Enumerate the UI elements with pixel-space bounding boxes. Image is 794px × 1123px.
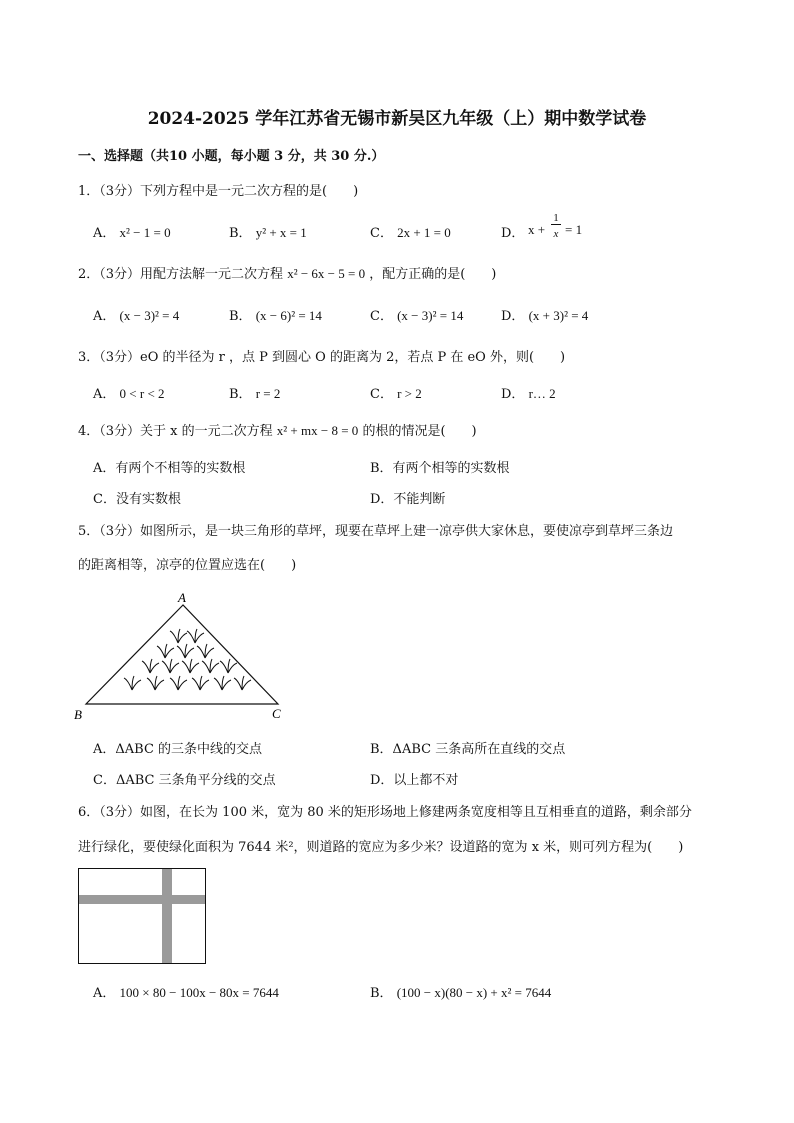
q5-option-d[interactable]: D．以上都不对	[370, 773, 459, 788]
q5-option-c[interactable]: C．ΔABC 三条角平分线的交点	[93, 773, 276, 788]
q3-option-b[interactable]	[229, 383, 280, 402]
vertex-label-a: A	[178, 590, 186, 605]
rectangle-roads-figure	[78, 868, 208, 966]
vertex-label-b: B	[74, 707, 82, 722]
q2-option-d-letter: D．	[501, 309, 525, 324]
question-1-stem: 1．（3分）下列方程中是一元二次方程的是( )	[78, 184, 359, 199]
q3-option-d-math: r… 2	[528, 386, 556, 401]
field-rectangle	[79, 869, 206, 964]
q3-option-c[interactable]	[370, 383, 422, 402]
question-3-stem: 3．（3分）eO 的半径为 r ，点 P 到圆心 O 的距离为 2，若点 P 在 eO 外，则( )	[78, 350, 566, 365]
q1-option-d-math-post: = 1	[565, 222, 583, 237]
q3-option-a[interactable]	[93, 383, 165, 402]
q2-option-a-letter: A．	[93, 309, 116, 324]
q6-option-a-letter: A．	[93, 986, 116, 1001]
q6-option-a[interactable]	[93, 982, 279, 1001]
q2-stem-pre: 2．（3分）用配方法解一元二次方程	[78, 267, 284, 282]
q1-option-c-math: 2x + 1 = 0	[397, 225, 451, 240]
q4-option-b[interactable]: B．有两个相等的实数根	[370, 461, 510, 476]
q5-option-a[interactable]: A．ΔABC 的三条中线的交点	[93, 742, 263, 757]
question-4-stem	[78, 420, 477, 439]
q1-option-d-fraction-denominator: x	[553, 228, 559, 240]
q6-option-b-math: (100 − x)(80 − x) + x² = 7644	[396, 985, 552, 1000]
q1-option-b-math: y² + x = 1	[255, 225, 307, 240]
q2-option-c-letter: C．	[370, 309, 393, 324]
q2-option-b-letter: B．	[229, 309, 252, 324]
question-5-stem-line2: 的距离相等，凉亭的位置应选在( )	[78, 558, 297, 573]
q2-stem-math: x² − 6x − 5 = 0	[287, 266, 366, 281]
q2-option-a[interactable]	[93, 305, 179, 324]
q4-stem-pre: 4．（3分）关于 x 的一元二次方程	[78, 424, 273, 439]
question-5-stem-line1: 5．（3分）如图所示，是一块三角形的草坪，现要在草坪上建一凉亭供大家休息，要使凉亭到草坪三条边	[78, 524, 674, 539]
q2-option-c[interactable]	[370, 305, 463, 324]
q1-option-c[interactable]	[370, 222, 451, 241]
q3-option-d[interactable]	[501, 383, 556, 402]
q3-option-b-math: r = 2	[255, 386, 281, 401]
q1-option-a-letter: A．	[93, 226, 116, 241]
q6-option-b[interactable]	[370, 982, 551, 1001]
q1-option-a[interactable]	[93, 222, 171, 241]
q3-option-a-math: 0 < r < 2	[119, 386, 165, 401]
q3-option-d-letter: D．	[501, 387, 525, 402]
q1-option-d-math-pre: x +	[528, 222, 546, 237]
q4-option-d[interactable]: D．不能判断	[370, 492, 446, 507]
vertical-road	[162, 869, 172, 963]
question-6-stem-line1: 6．（3分）如图，在长为 100 米，宽为 80 米的矩形场地上修建两条宽度相等且互相垂直的道路，剩余部分	[78, 805, 692, 820]
q4-stem-post: 的根的情况是( )	[362, 424, 477, 439]
q3-option-c-letter: C．	[370, 387, 393, 402]
q1-option-b[interactable]	[229, 222, 307, 241]
triangle-abc	[86, 605, 278, 704]
q3-option-a-letter: A．	[93, 387, 116, 402]
vertex-label-c: C	[272, 706, 281, 721]
q1-option-a-math: x² − 1 = 0	[119, 225, 171, 240]
q2-option-b[interactable]	[229, 305, 322, 324]
q2-option-a-math: (x − 3)² = 4	[119, 308, 180, 323]
q2-stem-post: ，配方正确的是( )	[369, 267, 497, 282]
q1-option-d-fraction-numerator: 1	[551, 212, 561, 225]
q2-option-c-math: (x − 3)² = 14	[397, 308, 464, 323]
q5-option-b[interactable]: B．ΔABC 三条高所在直线的交点	[370, 742, 566, 757]
question-2-stem	[78, 263, 496, 282]
q2-option-b-math: (x − 6)² = 14	[255, 308, 322, 323]
q3-option-b-letter: B．	[229, 387, 252, 402]
question-6-stem-line2: 进行绿化，要使绿化面积为 7644 米²，则道路的宽应为多少米？设道路的宽为 x 米，则可列方程为( )	[78, 840, 684, 855]
q2-option-d[interactable]	[501, 305, 588, 324]
q4-stem-math: x² + mx − 8 = 0	[276, 423, 359, 438]
q4-option-a[interactable]: A．有两个不相等的实数根	[93, 461, 246, 476]
q1-option-c-letter: C．	[370, 226, 393, 241]
section-heading: 一、选择题（共10 小题，每小题 3 分，共 30 分.）	[78, 149, 385, 164]
q6-option-b-letter: B．	[370, 986, 393, 1001]
q1-option-b-letter: B．	[229, 226, 252, 241]
q6-option-a-math: 100 × 80 − 100x − 80x = 7644	[119, 985, 279, 1000]
q3-option-c-math: r > 2	[397, 386, 422, 401]
horizontal-road	[79, 895, 205, 904]
q2-option-d-math: (x + 3)² = 4	[528, 308, 589, 323]
q4-option-c[interactable]: C．没有实数根	[93, 492, 181, 507]
q1-option-d-letter: D．	[501, 226, 525, 241]
grass-triangle-figure	[70, 588, 300, 728]
page-title: 2024-2025 学年江苏省无锡市新吴区九年级（上）期中数学试卷	[147, 109, 647, 129]
grass-tufts	[124, 629, 251, 690]
